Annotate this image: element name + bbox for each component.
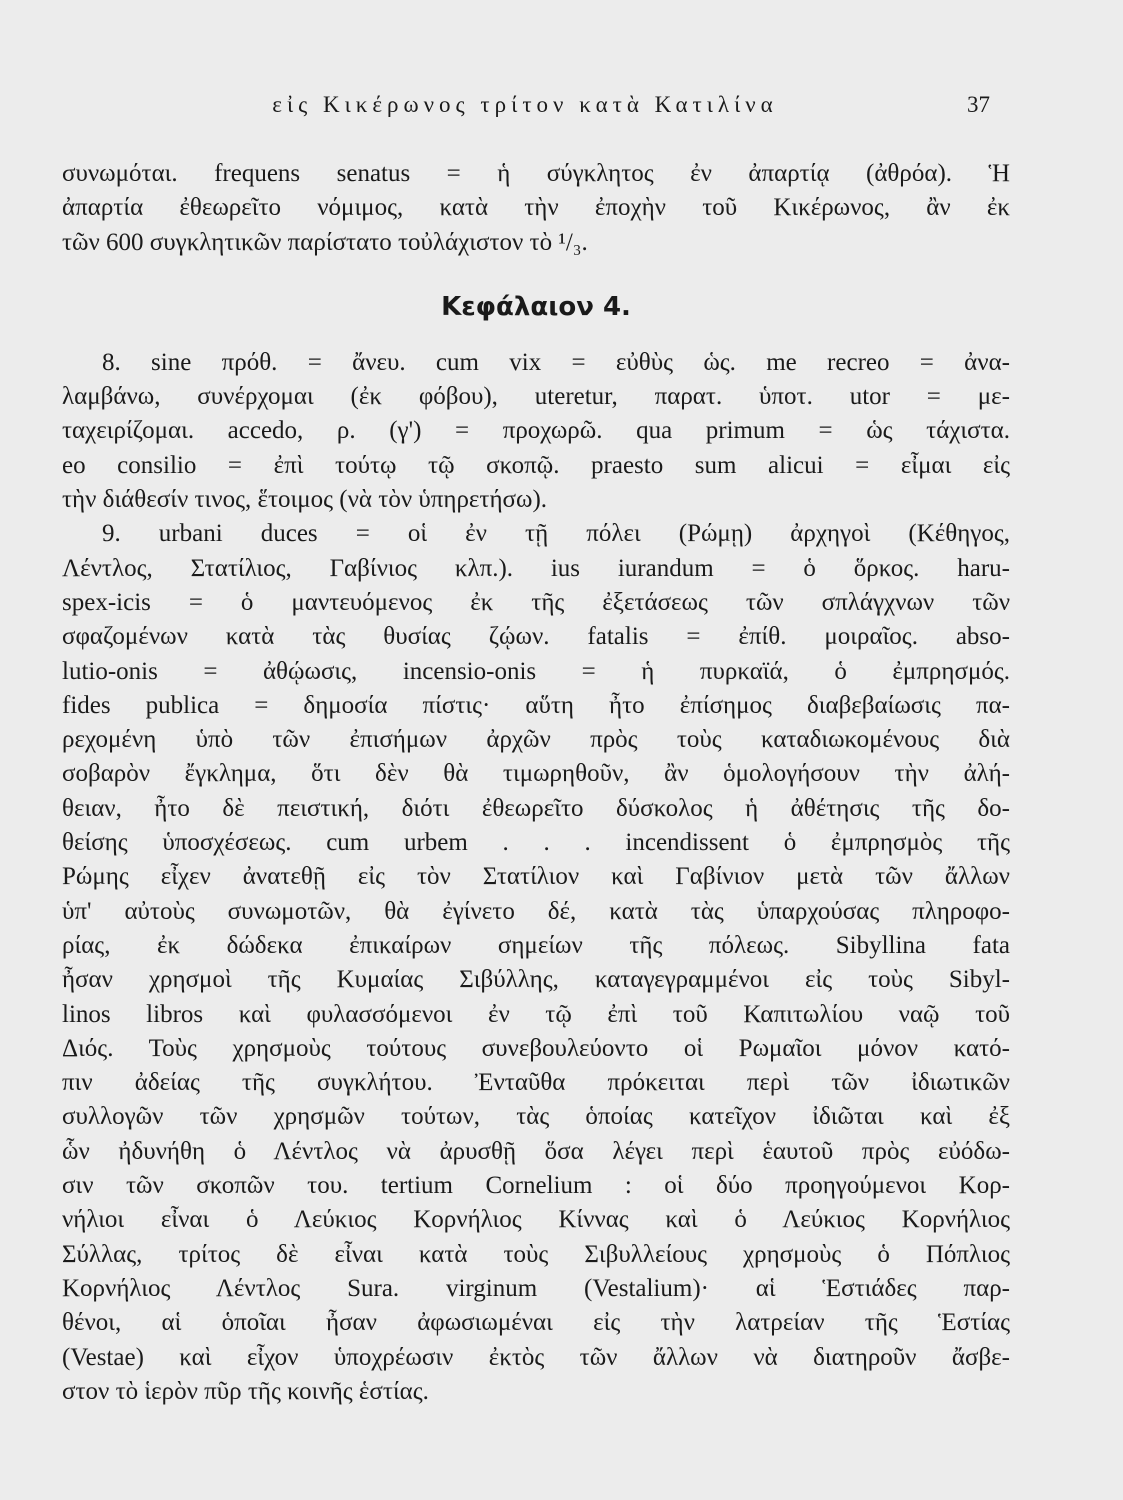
text-line: θένοι, αἱ ὁποῖαι ἦσαν ἀφωσιωμέναι εἰς τὴν λατρείαν τῆς Ἑστίας xyxy=(62,1309,1010,1337)
text-line: τὴν διάθεσίν τινος, ἕτοιμος (νὰ τὸν ὑπηρετήσω). xyxy=(62,486,548,514)
page-number: 37 xyxy=(967,92,990,117)
text-line: συλλογῶν τῶν χρησμῶν τούτων, τὰς ὁποίας κατεῖχον ἰδιῶται καὶ ἐξ xyxy=(62,1103,1010,1131)
section-9-paragraph xyxy=(62,517,1010,1409)
text-line: Διός. Τοὺς χρησμοὺς τούτους συνεβουλεύοντο οἱ Ρωμαῖοι μόνον κατό- xyxy=(62,1034,1010,1062)
text-line: spex-icis = ὁ μαντευόμενος ἐκ τῆς ἐξετάσεως τῶν σπλάγχνων τῶν xyxy=(62,588,1010,616)
text-line: συνωμόται. frequens senatus = ἡ σύγκλητος ἐν ἀπαρτίᾳ (ἀθρόα). Ἡ xyxy=(62,160,1010,187)
text-line: λαμβάνω, συνέρχομαι (ἐκ φόβου), uteretur, παρατ. ὑποτ. utor = με- xyxy=(62,383,1010,411)
text-line: ἦσαν χρησμοὶ τῆς Κυμαίας Σιβύλλης, καταγεγραμμένοι εἰς τοὺς Sibyl- xyxy=(62,966,1010,994)
text-line: τῶν 600 συγκλητικῶν παρίστατο τοὐλάχιστον τὸ ¹/₃. xyxy=(62,228,588,256)
text-line: σιν τῶν σκοπῶν του. tertium Cornelium : οἱ δύο προηγούμενοι Κορ- xyxy=(62,1172,1010,1200)
text-line: 8. sine πρόθ. = ἄνευ. cum vix = εὐθὺς ὡς. me recreo = ἀνα- xyxy=(102,348,1010,376)
text-line: ὧν ἠδυνήθη ὁ Λέντλος νὰ ἀρυσθῇ ὅσα λέγει περὶ ἑαυτοῦ πρὸς εὐόδω- xyxy=(62,1137,1010,1165)
text-line: fides publica = δημοσία πίστις· αὕτη ἦτο ἐπίσημος διαβεβαίωσις πα- xyxy=(62,691,1010,719)
text-line: στον τὸ ἱερὸν πῦρ τῆς κοινῆς ἑστίας. xyxy=(62,1377,429,1405)
text-line: Σύλλας, τρίτος δὲ εἶναι κατὰ τοὺς Σιβυλλείους χρησμοὺς ὁ Πόπλιος xyxy=(62,1240,1010,1268)
intro-paragraph xyxy=(62,157,1010,260)
text-line: Ρώμης εἶχεν ἀνατεθῇ εἰς τὸν Στατίλιον καὶ Γαβίνιον μετὰ τῶν ἄλλων xyxy=(62,863,1010,891)
text-line: ἀπαρτία ἐθεωρεῖτο νόμιμος, κατὰ τὴν ἐποχὴν τοῦ Κικέρωνος, ἂν ἐκ xyxy=(62,194,1010,222)
text-line: 9. urbani duces = οἱ ἐν τῇ πόλει (Ρώμῃ) ἀρχηγοὶ (Κέθηγος, xyxy=(102,520,1010,548)
text-line: σφαζομένων κατὰ τὰς θυσίας ζῴων. fatalis = ἐπίθ. μοιραῖος. abso- xyxy=(62,623,1010,651)
text-line: lutio-onis = ἀθῴωσις, incensio-onis = ἡ πυρκαϊά, ὁ ἐμπρησμός. xyxy=(62,657,1010,685)
text-line: Λέντλος, Στατίλιος, Γαβίνιος κλπ.). ius iurandum = ὁ ὅρκος. haru- xyxy=(62,554,1010,582)
text-line: ὑπ' αὐτοὺς συνωμοτῶν, θὰ ἐγίνετο δέ, κατὰ τὰς ὑπαρχούσας πληροφο- xyxy=(62,897,1010,925)
text-line: νήλιοι εἶναι ὁ Λεύκιος Κορνήλιος Κίννας καὶ ὁ Λεύκιος Κορνήλιος xyxy=(62,1206,1010,1234)
page-body xyxy=(62,157,1010,1409)
text-line: linos libros καὶ φυλασσόμενοι ἐν τῷ ἐπὶ τοῦ Καπιτωλίου ναῷ τοῦ xyxy=(62,1000,1010,1028)
text-line: θείσης ὑποσχέσεως. cum urbem . . . incendissent ὁ ἐμπρησμὸς τῆς xyxy=(62,829,1010,857)
section-8-paragraph xyxy=(62,346,1010,517)
text-line: ρεχομένη ὑπὸ τῶν ἐπισήμων ἀρχῶν πρὸς τοὺς καταδιωκομένους διὰ xyxy=(62,726,1010,754)
text-line: σοβαρὸν ἔγκλημα, ὅτι δὲν θὰ τιμωρηθοῦν, ἂν ὁμολογήσουν τὴν ἀλή- xyxy=(62,760,1010,788)
text-line: eo consilio = ἐπὶ τούτῳ τῷ σκοπῷ. praesto sum alicui = εἶμαι εἰς xyxy=(62,451,1010,479)
text-line: θειαν, ἦτο δὲ πειστική, διότι ἐθεωρεῖτο δύσκολος ἡ ἀθέτησις τῆς δο- xyxy=(62,794,1010,822)
text-line: ρίας, ἐκ δώδεκα ἐπικαίρων σημείων τῆς πόλεως. Sibyllina fata xyxy=(62,931,1010,959)
text-line: Κορνήλιος Λέντλος Sura. virginum (Vestalium)· αἱ Ἑστιάδες παρ- xyxy=(62,1274,1010,1302)
running-title: εἰς Κικέρωνος τρίτον κατὰ Κατιλίνα xyxy=(272,92,778,117)
text-line: (Vestae) καὶ εἶχον ὑποχρέωσιν ἐκτὸς τῶν ἄλλων νὰ διατηροῦν ἄσβε- xyxy=(62,1343,1010,1371)
text-line: ταχειρίζομαι. accedo, ρ. (γ') = προχωρῶ. qua primum = ὡς τάχιστα. xyxy=(62,417,1010,445)
chapter-heading: Κεφάλαιον 4. xyxy=(441,291,631,322)
text-line: πιν ἀδείας τῆς συγκλήτου. Ἐνταῦθα πρόκειται περὶ τῶν ἰδιωτικῶν xyxy=(62,1069,1010,1097)
